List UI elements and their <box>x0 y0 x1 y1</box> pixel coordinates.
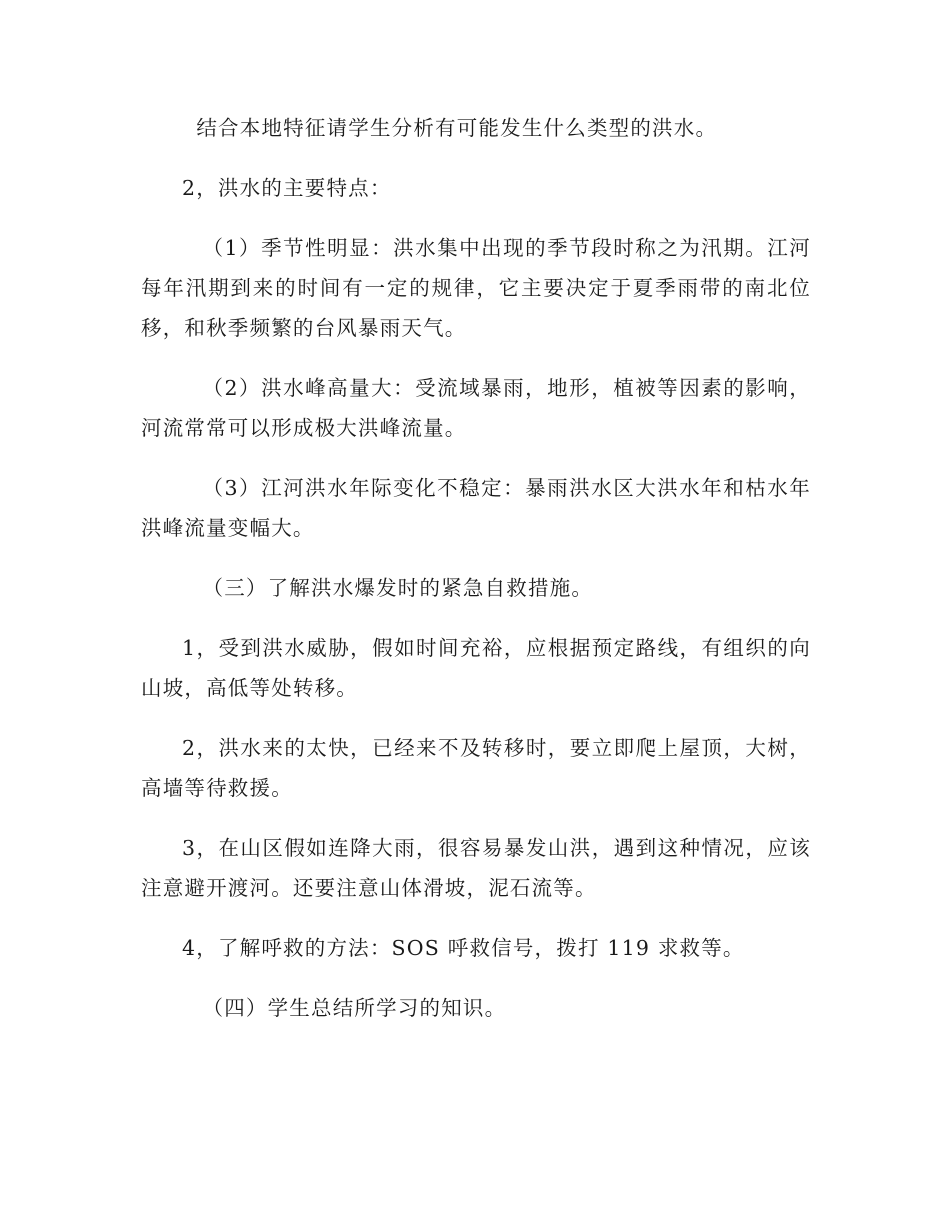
paragraph-rescue-step-1: 1，受到洪水威胁，假如时间充裕，应根据预定路线，有组织的向山坡，高低等处转移。 <box>141 636 811 700</box>
document-body <box>141 108 811 1048</box>
paragraph-heading-flood-features: 2，洪水的主要特点： <box>182 176 392 200</box>
paragraph-feature-variation: （3）江河洪水年际变化不稳定：暴雨洪水区大洪水年和枯水年洪峰流量变幅大。 <box>141 476 811 540</box>
paragraph-heading-self-rescue: （三）了解洪水爆发时的紧急自救措施。 <box>202 576 594 600</box>
paragraph-rescue-step-2: 2，洪水来的太快，已经来不及转移时，要立即爬上屋顶，大树，高墙等待救援。 <box>141 736 811 800</box>
paragraph-feature-peak: （2）洪水峰高量大：受流域暴雨，地形，植被等因素的影响，河流常常可以形成极大洪峰流量。 <box>141 376 811 440</box>
paragraph-rescue-step-3: 3，在山区假如连降大雨，很容易暴发山洪，遇到这种情况，应该注意避开渡河。还要注意山体滑坡，泥石流等。 <box>141 836 811 900</box>
paragraph-heading-summary: （四）学生总结所学习的知识。 <box>202 996 507 1020</box>
paragraph-rescue-step-4: 4，了解呼救的方法：SOS 呼救信号，拨打 119 求救等。 <box>182 936 745 960</box>
paragraph-feature-seasonal: （1）季节性明显：洪水集中出现的季节段时称之为汛期。江河每年汛期到来的时间有一定的规律，它主要决定于夏季雨带的南北位移，和秋季频繁的台风暴雨天气。 <box>141 236 811 340</box>
paragraph-intro: 结合本地特征请学生分析有可能发生什么类型的洪水。 <box>196 116 718 140</box>
